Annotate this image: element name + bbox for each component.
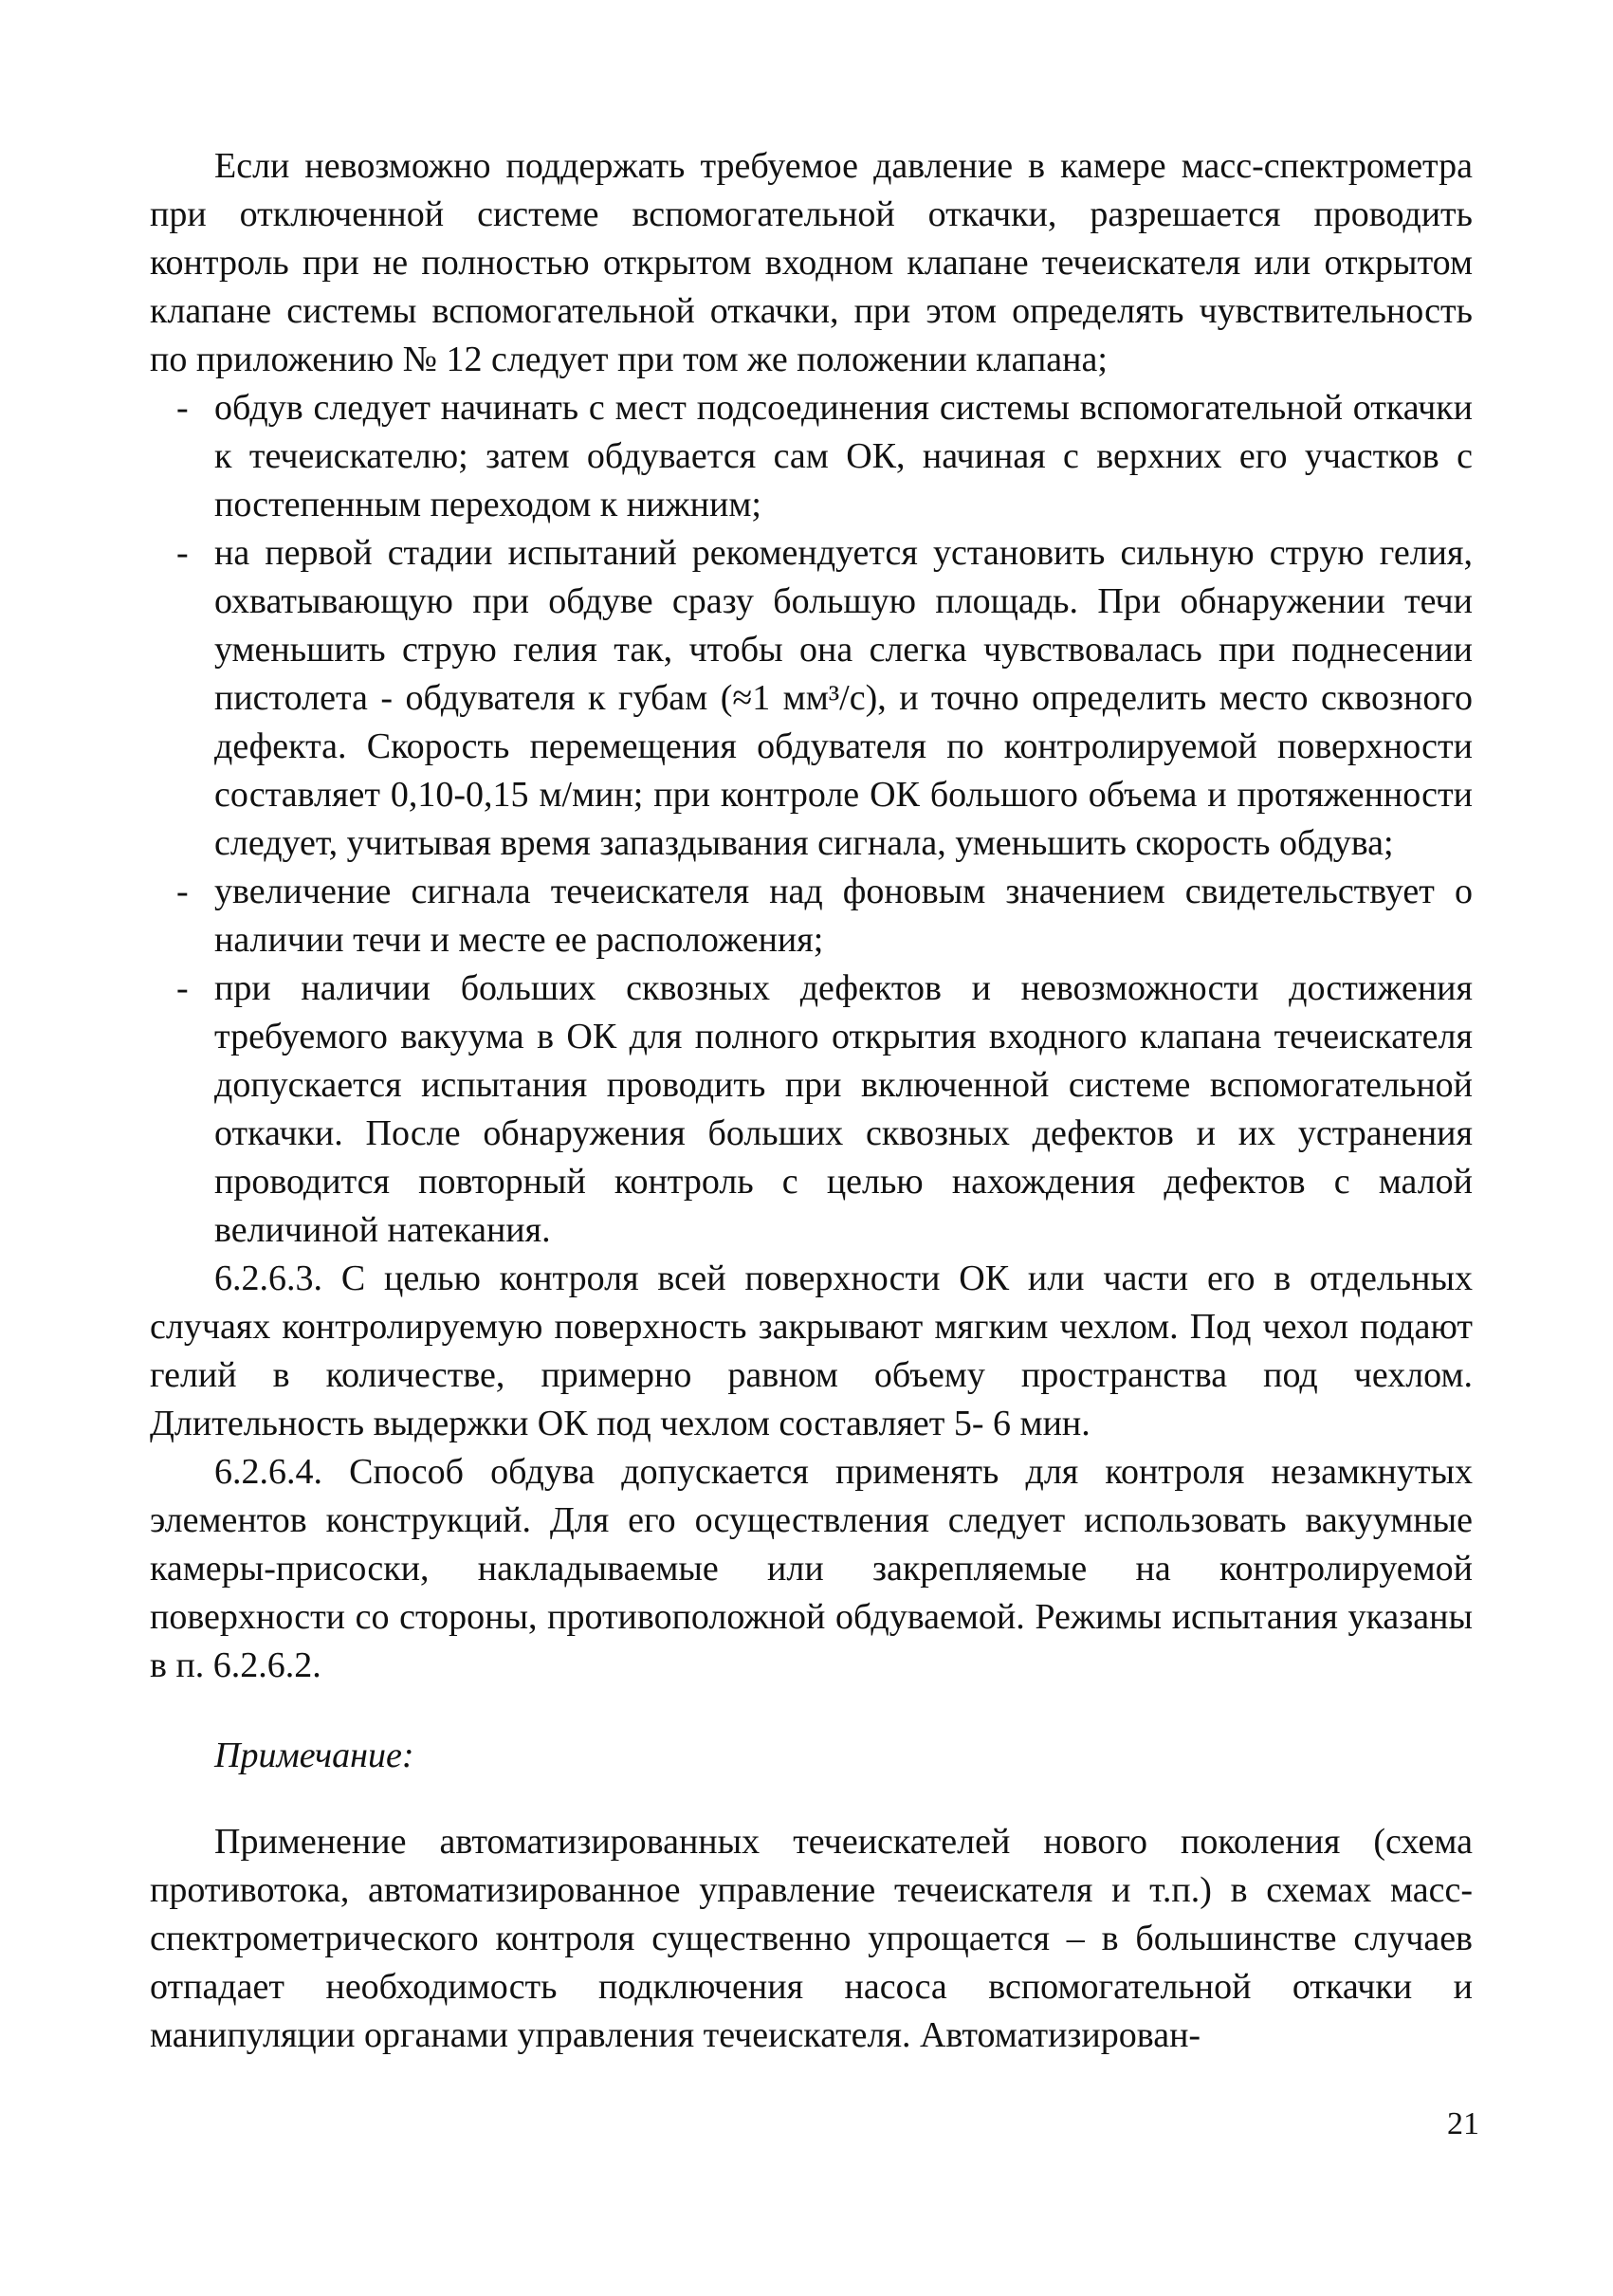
paragraph-6-2-6-4: 6.2.6.4. Способ обдува допускается применять для контроля незамкнутых элементов конструкций. Для его осуществления следует использовать вакуумные камеры-присоски, накладываемые или закрепляемые на контролируемой поверхности со стороны, противоположной обдуваемой. Режимы испытания указаны в п. 6.2.6.2. [150,1452,1473,1685]
bullet-dash: - [176,388,189,428]
list-item [150,964,1473,1255]
list-item [150,384,1473,529]
bullet-text: увеличение сигнала течеискателя над фоновым значением свидетельствует о наличии течи и месте ее расположения; [214,872,1473,960]
note-heading: Примечание: [214,1736,414,1775]
bullet-dash: - [176,968,189,1008]
intro-paragraph: Если невозможно поддержать требуемое давление в камере масс-спектрометра при отключенной системе вспомогательной откачки, разрешается проводить контроль при не полностью открытом входном клапане течеискателя или открытом клапане системы вспомогательной откачки, при этом определять чувствительность по приложению № 12 следует при том же положении клапана; [150,146,1473,379]
list-item [150,529,1473,868]
document-page [150,142,1473,2060]
paragraph-6-2-6-3: 6.2.6.3. С целью контроля всей поверхности ОК или части его в отдельных случаях контролируемую поверхность закрывают мягким чехлом. Под чехол подают гелий в количестве, примерно равном объему пространства под чехлом. Длительность выдержки ОК под чехлом составляет 5- 6 мин. [150,1258,1473,1443]
page-number: 21 [1447,2106,1479,2141]
bullet-text: обдув следует начинать с мест подсоединения системы вспомогательной откачки к течеискателю; затем обдувается сам ОК, начиная с верхних его участков с постепенным переходом к нижним; [214,388,1473,524]
bullet-list [150,384,1473,1255]
bullet-dash: - [176,533,189,573]
bullet-text: на первой стадии испытаний рекомендуется установить сильную струю гелия, охватывающую при обдуве сразу большую площадь. При обнаружении течи уменьшить струю гелия так, чтобы она слегка чувствовалась при поднесении пистолета - обдувателя к губам (≈1 мм³/с), и точно определить место сквозного дефекта. Скорость перемещения обдувателя по контролируемой поверхности составляет 0,10-0,15 м/мин; при контроле ОК большого объема и протяженности следует, учитывая время запаздывания сигнала, уменьшить скорость обдува; [214,533,1473,863]
note-paragraph: Применение автоматизированных течеискателей нового поколения (схема противотока, автоматизированное управление течеискателя и т.п.) в схемах масс-спектрометрического контроля существенно упрощается – в большинстве случаев отпадает необходимость подключения насоса вспомогательной откачки и манипуляции органами управления течеискателя. Автоматизирован- [150,1822,1473,2055]
bullet-dash: - [176,872,189,911]
bullet-text: при наличии больших сквозных дефектов и невозможности достижения требуемого вакуума в ОК для полного открытия входного клапана течеискателя допускается испытания проводить при включенной системе вспомогательной откачки. После обнаружения больших сквозных дефектов и их устранения проводится повторный контроль с целью нахождения дефектов с малой величиной натекания. [214,968,1473,1250]
list-item [150,868,1473,964]
